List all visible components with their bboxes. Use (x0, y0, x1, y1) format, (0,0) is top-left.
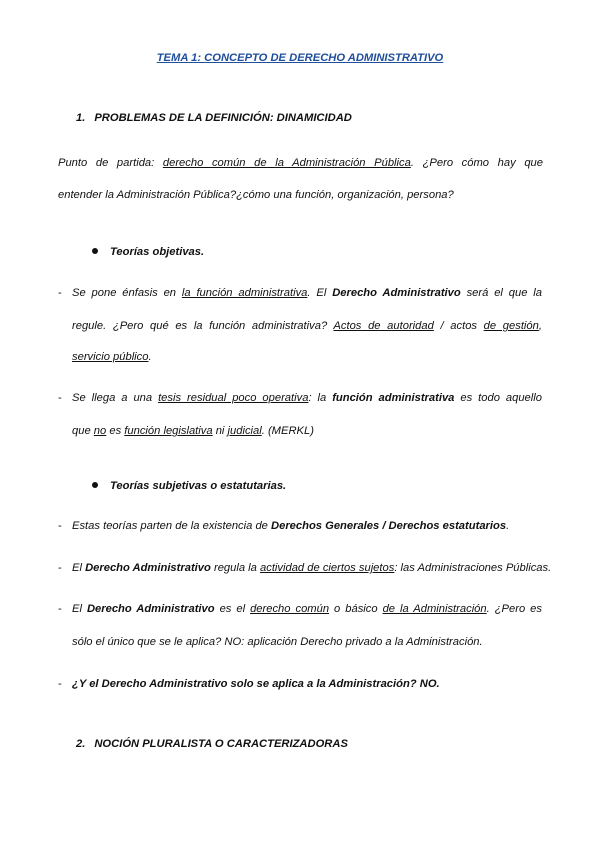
underlined-term: Actos de autoridad (333, 320, 434, 332)
list-item-subjective-2 (0, 562, 600, 582)
list-item-line3 (72, 351, 152, 363)
list-item-subjective-3 (0, 603, 600, 623)
underlined-term: derecho común de la Administración Pública (162, 157, 411, 169)
list-item-line1 (72, 603, 542, 615)
underlined-term: tesis residual poco operativa (158, 392, 309, 404)
text-run: es (106, 425, 125, 437)
text-run: . El (307, 287, 333, 299)
underlined-term: de gestión (483, 320, 539, 332)
bold-term: Derecho Administrativo (86, 603, 215, 615)
section-heading-1 (76, 112, 352, 124)
text-run: Estas teorías parten de la existencia de (72, 520, 272, 532)
underlined-term: derecho común (250, 603, 330, 615)
text-run: . ¿Pero cómo hay que (410, 157, 543, 169)
bullet-heading-subjective (92, 480, 286, 492)
list-item-text (72, 562, 551, 574)
bullet-heading-objective (92, 246, 204, 258)
bullet-icon (92, 248, 98, 254)
text-run: / actos (433, 320, 484, 332)
text-run: , (538, 320, 542, 332)
dash-marker: - (58, 287, 62, 299)
underlined-term: de la Administración (382, 603, 487, 615)
text-run: ni (212, 425, 228, 437)
bullet-label: Teorías subjetivas o estatutarias. (110, 480, 287, 492)
bold-term: Derecho Administrativo (332, 287, 461, 299)
underlined-term: la función administrativa (181, 287, 308, 299)
dash-marker: - (58, 392, 62, 404)
list-item-line2: sólo el único que se le aplica? NO: aplicación Derecho privado a la Administración. (72, 636, 483, 648)
dash-marker: - (58, 603, 62, 615)
bold-term: Derechos Generales / Derechos estatutarios (271, 520, 507, 532)
text-run: que (72, 425, 94, 437)
text-run: es el (214, 603, 251, 615)
bullet-label: Teorías objetivas. (110, 246, 205, 258)
bold-term: función administrativa (332, 392, 455, 404)
text-run: regule. ¿Pero qué es la función administrativa? (72, 320, 334, 332)
text-run: : las Administraciones Públicas. (394, 562, 552, 574)
text-run: El (72, 603, 87, 615)
text-run: será el que la (460, 287, 542, 299)
text-run: : la (308, 392, 333, 404)
section-number: 2. (76, 738, 86, 750)
underlined-term: actividad de ciertos sujetos (260, 562, 395, 574)
text-run: es todo aquello (454, 392, 542, 404)
text-run: . (506, 520, 510, 532)
underlined-term: judicial (227, 425, 262, 437)
list-item-subjective-1 (0, 520, 600, 540)
dash-marker: - (58, 678, 62, 690)
section-label: PROBLEMAS DE LA DEFINICIÓN: DINAMICIDAD (94, 112, 352, 124)
section-heading-2 (76, 738, 348, 750)
underlined-term: función legislativa (124, 425, 213, 437)
list-item-objective-1 (0, 287, 600, 307)
underlined-term: no (93, 425, 107, 437)
list-item-objective-2 (0, 392, 600, 412)
text-run: . (148, 351, 152, 363)
dash-marker: - (58, 520, 62, 532)
section-number: 1. (76, 112, 86, 124)
bullet-icon (92, 482, 98, 488)
list-item-line1 (72, 392, 542, 404)
list-item-line2 (72, 320, 542, 332)
intro-paragraph-line2: entender la Administración Pública?¿cómo una función, organización, persona? (58, 189, 454, 201)
list-item-text: ¿Y el Derecho Administrativo solo se aplica a la Administración? NO. (72, 678, 440, 690)
list-item-line2 (72, 425, 314, 437)
list-item-line1 (72, 287, 542, 299)
list-item-text (72, 520, 509, 532)
text-run: . ¿Pero es (486, 603, 542, 615)
section-label: NOCIÓN PLURALISTA O CARACTERIZADORAS (94, 738, 348, 750)
text-run: regula la (210, 562, 260, 574)
text-run: Punto de partida: (58, 157, 163, 169)
page-title: TEMA 1: CONCEPTO DE DERECHO ADMINISTRATIVO (156, 52, 444, 64)
text-run: . (MERKL) (261, 425, 314, 437)
bold-term: Derecho Administrativo (85, 562, 211, 574)
text-run: Se llega a una (72, 392, 159, 404)
dash-marker: - (58, 562, 62, 574)
text-run: o básico (329, 603, 383, 615)
list-item-subjective-4 (0, 678, 600, 698)
underlined-term: servicio público (72, 351, 149, 363)
text-run: Se pone énfasis en (72, 287, 182, 299)
text-run: El (72, 562, 86, 574)
intro-paragraph-line1 (58, 157, 543, 169)
